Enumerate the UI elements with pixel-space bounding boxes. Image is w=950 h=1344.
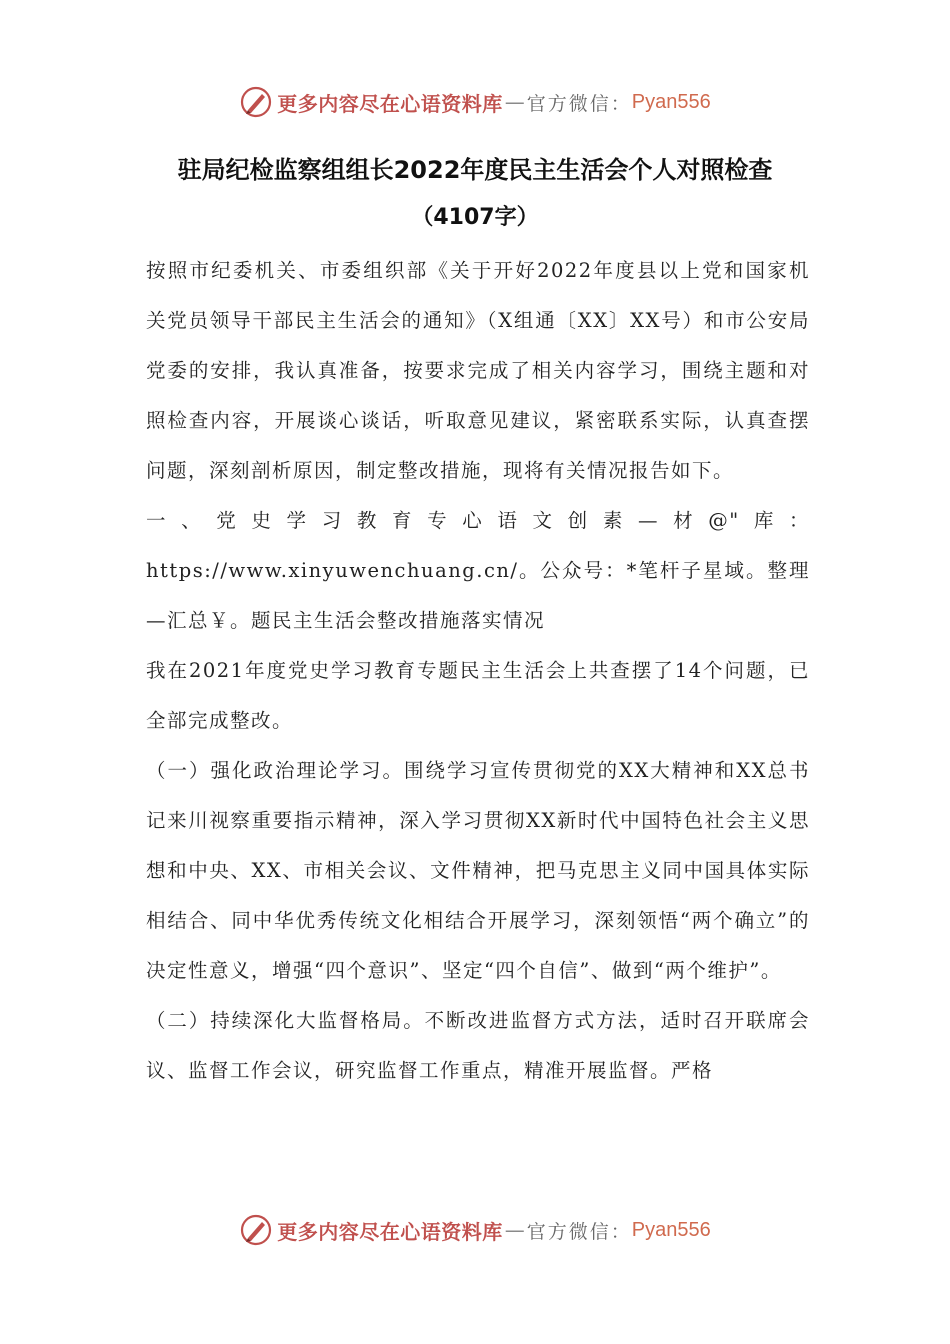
- paragraph-intro: 按照市纪委机关、市委组织部《关于开好2022年度县以上党和国家机关党员领导干部民主生活会的通知》（X组通〔XX〕XX号）和市公安局党委的安排，我认真准备，按要求完成了相关内容学习，围绕主题和对照检查内容，开展谈心谈话，听取意见建议，紧密联系实际，认真查摆问题，深刻剖析原因，制定整改措施，现将有关情况报告如下。: [146, 259, 810, 482]
- paragraph-item-two: （二）持续深化大监督格局。不断改进监督方式方法，适时召开联席会议、监督工作会议，研究监督工作重点，精准开展监督。严格: [146, 1009, 810, 1082]
- banner-text: 更多内容尽在心语资料库: [277, 91, 503, 116]
- banner-text: 更多内容尽在心语资料库: [277, 1219, 503, 1244]
- pen-logo-icon: [239, 85, 273, 119]
- document-body: [146, 246, 810, 1096]
- paragraph-summary: 我在2021年度党史学习教育专题民主生活会上共查摆了14个问题，已全部完成整改。: [146, 659, 810, 732]
- document-title: 驻局纪检监察组组长2022年度民主生活会个人对照检查: [177, 156, 773, 184]
- pen-logo-icon: [239, 1213, 273, 1247]
- banner-wechat-label: 官方微信：: [526, 92, 632, 115]
- banner-wechat-id: Pyan556: [631, 1218, 711, 1241]
- banner-dash: —: [504, 90, 525, 114]
- header-banner: [0, 80, 950, 124]
- paragraph-item-one: （一）强化政治理论学习。围绕学习宣传贯彻党的XX大精神和XX总书记来川视察重要指示精神，深入学习贯彻XX新时代中国特色社会主义思想和中央、XX、市相关会议、文件精神，把马克思主义同中国具体实际相结合、同中华优秀传统文化相结合开展学习，深刻领悟“两个确立”的决定性意义，增强“四个意识”、坚定“四个自信”、做到“两个维护”。: [146, 759, 810, 982]
- banner-wechat-label: 官方微信：: [526, 1220, 632, 1243]
- paragraph-section-one-heading: 一、党史学习教育专心语文创素—材@"库：https://www.xinyuwenchuang.cn/。公众号：*笔杆子星域。整理—汇总￥。题民主生活会整改措施落实情况: [146, 509, 810, 632]
- footer-banner: [0, 1208, 950, 1252]
- banner-wechat-id: Pyan556: [631, 90, 711, 113]
- word-count: （4107字）: [411, 205, 539, 230]
- banner-dash: —: [504, 1218, 525, 1242]
